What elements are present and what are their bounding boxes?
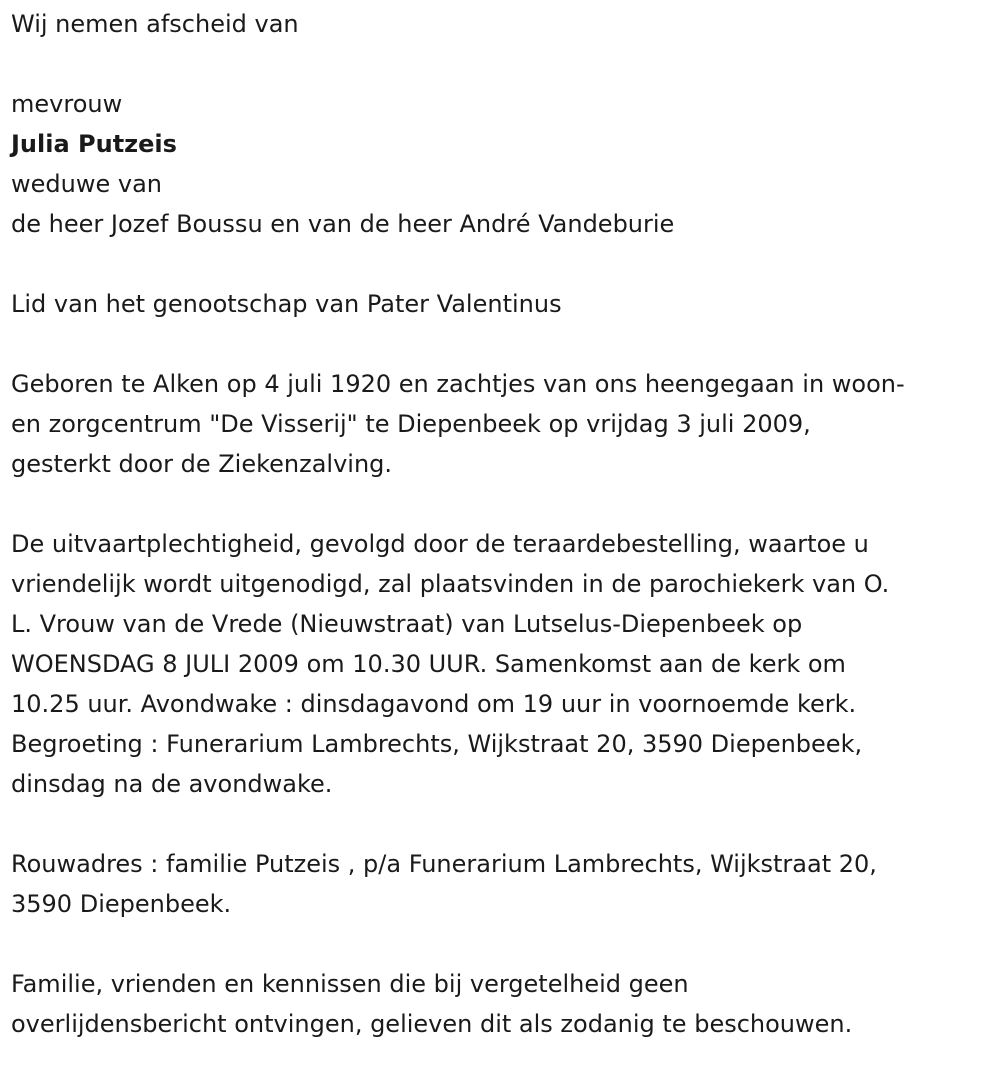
membership-line: Lid van het genootschap van Pater Valentinus — [11, 290, 562, 318]
mourning-address-paragraph: Rouwadres : familie Putzeis , p/a Funerarium Lambrechts, Wijkstraat 20, 3590 Diepenbeek. — [11, 850, 877, 918]
deceased-name: Julia Putzeis — [11, 130, 177, 158]
honorific: mevrouw — [11, 90, 123, 118]
closing-note-paragraph: Familie, vrienden en kennissen die bij vergetelheid geen overlijdensbericht ontvingen, gelieven dit als zodanig te beschouwen. — [11, 970, 853, 1038]
widow-label: weduwe van — [11, 170, 162, 198]
obituary-document — [11, 4, 996, 1044]
funeral-paragraph: De uitvaartplechtigheid, gevolgd door de teraardebestelling, waartoe u vriendelijk wordt uitgenodigd, zal plaatsvinden in de parochiekerk van O. L. Vrouw van de Vrede (Nieuwstraat) van Lutselus-Diepenbeek op WOENSDAG 8 JULI 2009 om 10.30 UUR. Samenkomst aan de kerk om 10.25 uur. Avondwake : dinsdagavond om 19 uur in voornoemde kerk. Begroeting : Funerarium Lambrechts, Wijkstraat 20, 3590 Diepenbeek, dinsdag na de avondwake. — [11, 530, 890, 798]
birth-death-paragraph: Geboren te Alken op 4 juli 1920 en zachtjes van ons heengegaan in woon- en zorgcentrum "De Visserij" te Diepenbeek op vrijdag 3 juli 2009, gesterkt door de Ziekenzalving. — [11, 370, 905, 478]
spouses-line: de heer Jozef Boussu en van de heer André Vandeburie — [11, 210, 675, 238]
intro-line: Wij nemen afscheid van — [11, 10, 299, 38]
